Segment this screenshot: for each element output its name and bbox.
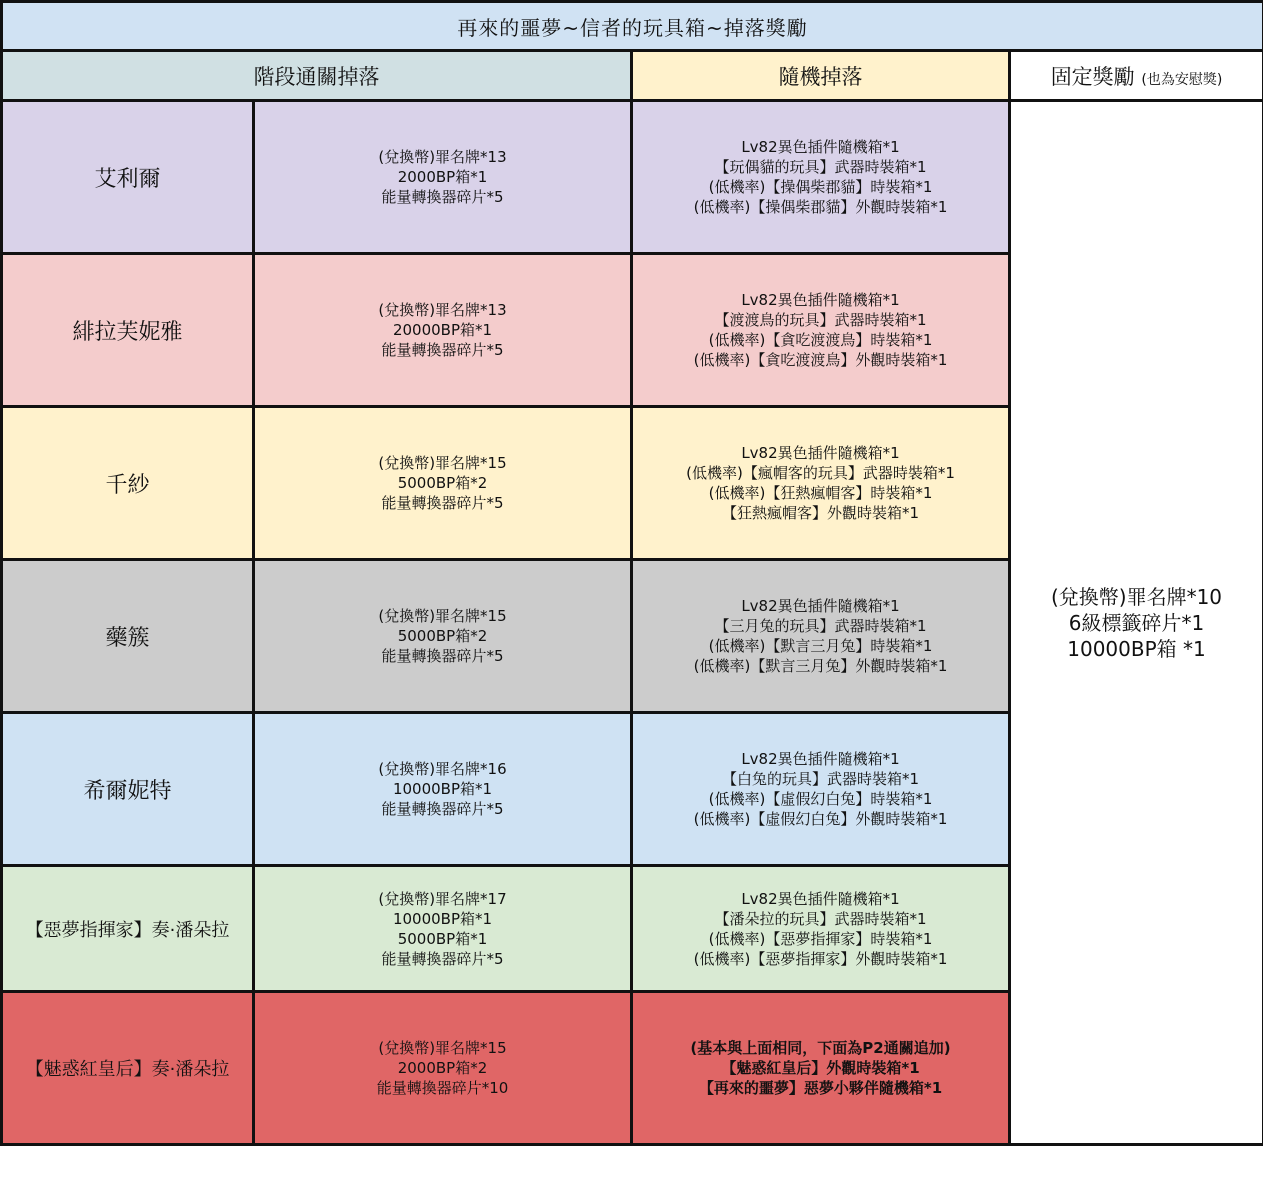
stage-drop-item: 2000BP箱*1	[397, 168, 488, 186]
stage-drop-item: (兌換幣)罪名牌*15	[378, 1039, 507, 1057]
stage-drop-cell	[254, 992, 632, 1145]
random-drop-item: (低機率)【惡夢指揮家】時裝箱*1	[708, 929, 933, 948]
boss-name: 艾利爾	[2, 101, 254, 254]
random-drop-item: Lv82異色插件隨機箱*1	[741, 444, 900, 462]
stage-drop-item: 能量轉換器碎片*5	[381, 800, 504, 818]
stage-drop-item: 能量轉換器碎片*5	[381, 494, 504, 512]
stage-drop-item: 10000BP箱*1	[392, 780, 493, 798]
random-drop-item: (基本與上面相同，下面為P2通關追加)	[690, 1039, 951, 1057]
random-drop-item: 【白兔的玩具】武器時裝箱*1	[721, 770, 920, 788]
random-drop-item: (低機率)【虛假幻白兔】時裝箱*1	[708, 790, 933, 808]
random-drop-item: (低機率)【操偶柴郡貓】外觀時裝箱*1	[693, 198, 948, 216]
random-drop-item: Lv82異色插件隨機箱*1	[741, 138, 900, 156]
random-drop-item: (低機率)【操偶柴郡貓】時裝箱*1	[708, 178, 933, 196]
boss-name: 希爾妮特	[2, 713, 254, 866]
random-drop-item: (低機率)【貪吃渡渡鳥】外觀時裝箱*1	[693, 351, 948, 369]
random-drop-item: (低機率)【狂熱瘋帽客】時裝箱*1	[708, 484, 933, 502]
random-drop-item: Lv82異色插件隨機箱*1	[741, 291, 900, 309]
stage-drop-item: (兌換幣)罪名牌*15	[378, 607, 507, 625]
random-drop-item: 【再來的噩夢】惡夢小夥伴隨機箱*1	[698, 1079, 943, 1097]
random-drop-cell	[632, 992, 1010, 1145]
random-drop-item: Lv82異色插件隨機箱*1	[741, 750, 900, 768]
random-drop-item: (低機率)【默言三月兔】外觀時裝箱*1	[693, 657, 948, 675]
random-drop-item: 【潘朵拉的玩具】武器時裝箱*1	[714, 909, 927, 928]
random-drop-cell	[632, 101, 1010, 254]
stage-drop-item: (兌換幣)罪名牌*17	[378, 889, 507, 908]
stage-drop-item: 能量轉換器碎片*5	[381, 647, 504, 665]
stage-drop-cell	[254, 254, 632, 407]
boss-name: 藥簇	[2, 560, 254, 713]
stage-drop-item: 5000BP箱*2	[397, 474, 488, 492]
fixed-reward-item: (兌換幣)罪名牌*10	[1050, 584, 1223, 609]
random-drop-item: Lv82異色插件隨機箱*1	[741, 889, 900, 908]
stage-drop-cell	[254, 101, 632, 254]
header-random-drops: 隨機掉落	[632, 51, 1010, 101]
random-drop-item: 【渡渡鳥的玩具】武器時裝箱*1	[714, 311, 927, 329]
stage-drop-item: 10000BP箱*1	[392, 909, 493, 928]
header-fixed-rewards	[1010, 51, 1263, 101]
random-drop-item: 【狂熱瘋帽客】外觀時裝箱*1	[721, 504, 920, 522]
random-drop-item: (低機率)【貪吃渡渡鳥】時裝箱*1	[708, 331, 933, 349]
random-drop-item: 【三月兔的玩具】武器時裝箱*1	[714, 617, 927, 635]
random-drop-item: 【玩偶貓的玩具】武器時裝箱*1	[714, 158, 927, 176]
fixed-reward-item: 10000BP箱 *1	[1067, 636, 1206, 661]
stage-drop-item: 能量轉換器碎片*5	[381, 949, 504, 968]
boss-name: 【惡夢指揮家】奏·潘朵拉	[2, 866, 254, 992]
stage-drop-item: 5000BP箱*2	[397, 627, 488, 645]
stage-drop-item: 5000BP箱*1	[397, 929, 488, 948]
random-drop-cell	[632, 713, 1010, 866]
random-drop-item: (低機率)【惡夢指揮家】外觀時裝箱*1	[693, 949, 948, 968]
random-drop-cell	[632, 560, 1010, 713]
stage-drop-cell	[254, 713, 632, 866]
random-drop-item: Lv82異色插件隨機箱*1	[741, 597, 900, 615]
stage-drop-item: 能量轉換器碎片*5	[381, 341, 504, 359]
header-fixed-note: (也為安慰獎)	[1141, 71, 1223, 88]
random-drop-cell	[632, 254, 1010, 407]
stage-drop-item: 20000BP箱*1	[392, 321, 493, 339]
stage-drop-item: (兌換幣)罪名牌*13	[378, 148, 507, 166]
stage-drop-item: 能量轉換器碎片*10	[376, 1079, 509, 1097]
stage-drop-item: (兌換幣)罪名牌*15	[378, 454, 507, 472]
stage-drop-item: (兌換幣)罪名牌*13	[378, 301, 507, 319]
boss-name: 緋拉芙妮雅	[2, 254, 254, 407]
stage-drop-item: (兌換幣)罪名牌*16	[378, 760, 507, 778]
header-stage-drops: 階段通關掉落	[2, 51, 632, 101]
boss-name: 千紗	[2, 407, 254, 560]
random-drop-cell	[632, 407, 1010, 560]
boss-name: 【魅惑紅皇后】奏·潘朵拉	[2, 992, 254, 1145]
random-drop-cell	[632, 866, 1010, 992]
header-fixed-label: 固定獎勵	[1050, 64, 1135, 89]
random-drop-item: (低機率)【默言三月兔】時裝箱*1	[708, 637, 933, 655]
stage-drop-cell	[254, 560, 632, 713]
stage-drop-cell	[254, 407, 632, 560]
stage-drop-item: 能量轉換器碎片*5	[381, 188, 504, 206]
table-title: 再來的噩夢~信者的玩具箱~掉落獎勵	[2, 2, 1263, 51]
fixed-reward-item: 6級標籤碎片*1	[1068, 610, 1205, 635]
random-drop-item: (低機率)【虛假幻白兔】外觀時裝箱*1	[693, 810, 948, 828]
random-drop-item: (低機率)【瘋帽客的玩具】武器時裝箱*1	[686, 464, 955, 482]
random-drop-item: 【魅惑紅皇后】外觀時裝箱*1	[721, 1059, 920, 1077]
fixed-reward-cell	[1010, 101, 1263, 1145]
table-row	[2, 101, 1263, 254]
stage-drop-item: 2000BP箱*2	[397, 1059, 488, 1077]
stage-drop-cell	[254, 866, 632, 992]
